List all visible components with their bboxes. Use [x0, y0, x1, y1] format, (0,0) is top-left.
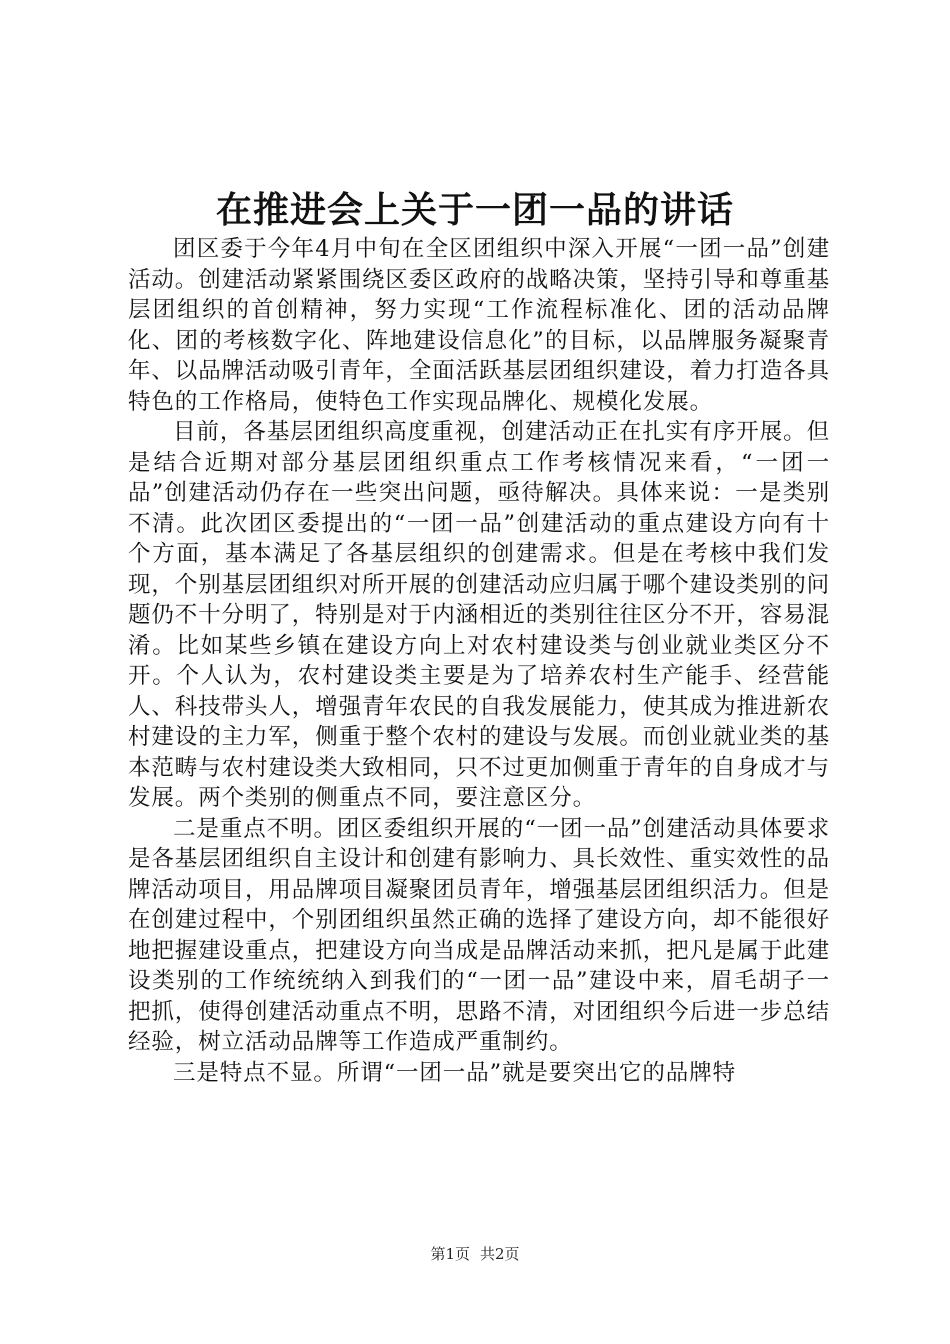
paragraph-2: 目前，各基层团组织高度重视，创建活动正在扎实有序开展。但是结合近期对部分基层团组织重点工作考核情况来看，“一团一品”创建活动仍存在一些突出问题，亟待解决。具体来说：一是类别不清。此次团区委提出的“一团一品”创建活动的重点建设方向有十个方面，基本满足了各基层组织的创建需求。但是在考核中我们发现，个别基层团组织对所开展的创建活动应归属于哪个建设类别的问题仍不十分明了，特别是对于内涵相近的类别往往区分不开，容易混淆。比如某些乡镇在建设方向上对农村建设类与创业就业类区分不开。个人认为，农村建设类主要是为了培养农村生产能手、经营能人、科技带头人，增强青年农民的自我发展能力，使其成为推进新农村建设的主力军，侧重于整个农村的建设与发展。而创业就业类的基本范畴与农村建设类大致相同，只不过更加侧重于青年的自身成才与发展。两个类别的侧重点不同，要注意区分。	[128, 419, 831, 811]
page-total: 共2页	[480, 1245, 520, 1263]
paragraph-3: 二是重点不明。团区委组织开展的“一团一品”创建活动具体要求是各基层团组织自主设计和创建有影响力、具长效性、重实效性的品牌活动项目，用品牌项目凝聚团员青年，增强基层团组织活力。但是在创建过程中，个别团组织虽然正确的选择了建设方向，却不能很好地把握建设重点，把建设方向当成是品牌活动来抓，把凡是属于此建设类别的工作统统纳入到我们的“一团一品”建设中来，眉毛胡子一把抓，使得创建活动重点不明，思路不清，对团组织今后进一步总结经验，树立活动品牌等工作造成严重制约。	[128, 815, 831, 1055]
document-title: 在推进会上关于一团一品的讲话	[215, 189, 734, 231]
page-footer	[0, 1244, 950, 1264]
paragraph-4: 三是特点不显。所谓“一团一品”就是要突出它的品牌特	[173, 1059, 737, 1086]
paragraph-1: 团区委于今年4月中旬在全区团组织中深入开展“一团一品”创建活动。创建活动紧紧围绕区委区政府的战略决策，坚持引导和尊重基层团组织的首创精神，努力实现“工作流程标准化、团的活动品牌化、团的考核数字化、阵地建设信息化”的目标，以品牌服务凝聚青年、以品牌活动吸引青年，全面活跃基层团组织建设，着力打造各具特色的工作格局，使特色工作实现品牌化、规模化发展。	[128, 236, 831, 415]
document-body	[128, 234, 830, 1088]
page-number: 第1页	[430, 1245, 470, 1263]
